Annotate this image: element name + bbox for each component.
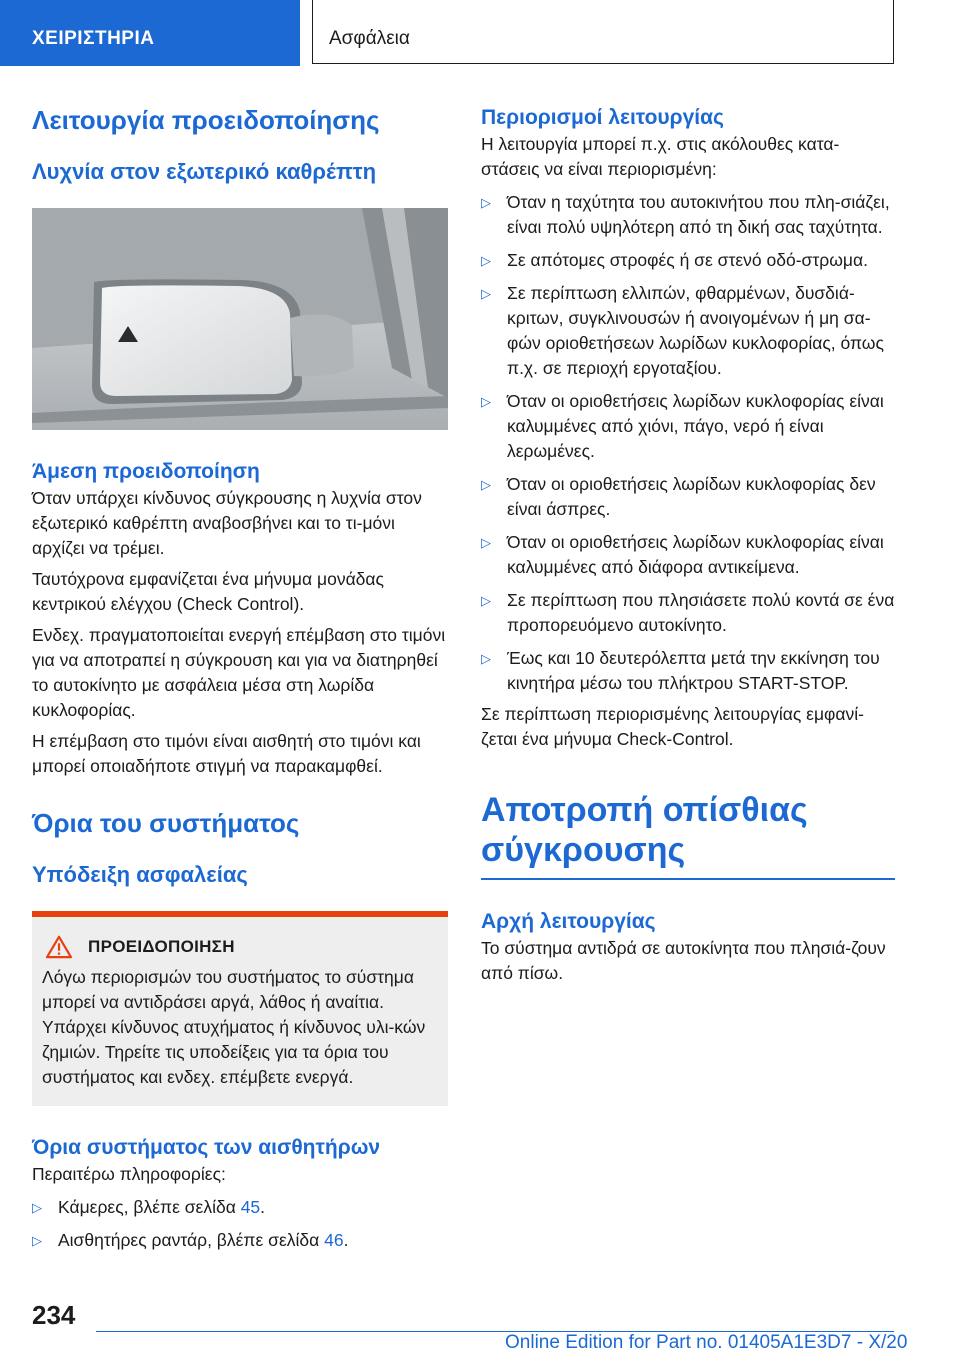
bullet-triangle-icon: ▷ — [32, 1233, 42, 1248]
heading-warning-function: Λειτουργία προειδοποίησης — [32, 105, 380, 135]
bullet-triangle-icon: ▷ — [481, 535, 491, 550]
bullet-triangle-icon: ▷ — [481, 253, 491, 268]
bullet-triangle-icon: ▷ — [32, 1200, 42, 1215]
heading-function-limits: Περιορισμοί λειτουργίας — [481, 106, 724, 129]
warning-title: ΠΡΟΕΙΔΟΠΟΙΗΣΗ — [88, 937, 235, 956]
list-item: ▷ Κάμερες, βλέπε σελίδα 45. — [32, 1195, 448, 1220]
list-item: ▷ Όταν η ταχύτητα του αυτοκινήτου που πλη-σιάζει, είναι πολύ υψηλότερη από τη δική σας ταχύτητα. — [481, 192, 890, 237]
warning-text: Λόγω περιορισμών του συστήματος το σύστημα μπορεί να αντιδράσει αργά, λάθος ή αναίτια. Υπάρχει κίνδυνος ατυχήματος ή κίνδυνος υλι-κών ζημιών. Τηρείτε τις υποδείξεις για τα όρια του συστήματος και ενδεχ. επέμβετε ενεργά. — [42, 967, 426, 1087]
page-link[interactable]: 46 — [324, 1230, 344, 1250]
mirror-illustration — [32, 208, 448, 430]
paragraph: Η επέμβαση στο τιμόνι είναι αισθητή στο τιμόνι και μπορεί οποιαδήποτε στιγμή να παρακαμφθεί. — [32, 731, 421, 776]
chapter-title: Ασφάλεια — [312, 0, 894, 64]
paragraph: Το σύστημα αντιδρά σε αυτοκίνητα που πλησιά-ζουν από πίσω. — [481, 938, 886, 983]
edition-note: Online Edition for Part no. 01405A1E3D7 - X/20 — [505, 1332, 908, 1353]
bullet-triangle-icon: ▷ — [481, 477, 491, 492]
paragraph: Ενδεχ. πραγματοποιείται ενεργή επέμβαση στο τιμόνι για να αποτραπεί η σύγκρουση και για να διατηρηθεί το αυτοκίνητο με ασφάλεια μέσα στη λωρίδα κυκλοφορίας. — [32, 625, 446, 720]
heading-sensor-limits: Όρια συστήματος των αισθητήρων — [32, 1136, 381, 1159]
heading-system-limits: Όρια του συστήματος — [32, 808, 300, 838]
list-item: ▷ Σε περίπτωση που πλησιάσετε πολύ κοντά σε ένα προπορευόμενο αυτοκίνητο. — [481, 590, 895, 635]
side-mirror-image — [32, 208, 448, 430]
list-item: ▷ Όταν οι οριοθετήσεις λωρίδων κυκλοφορίας είναι καλυμμένες από χιόνι, πάγο, νερό ή είναι λερωμένες. — [481, 391, 884, 461]
reference-list — [32, 1195, 448, 1253]
heading-operating-principle: Αρχή λειτουργίας — [481, 910, 656, 933]
limitations-list — [481, 190, 895, 696]
bullet-triangle-icon: ▷ — [481, 394, 491, 409]
section-heading-rear-collision — [481, 790, 895, 880]
paragraph: Σε περίπτωση περιορισμένης λειτουργίας εμφανί-ζεται ένα μήνυμα Check-Control. — [481, 704, 864, 749]
heading-direct-warning: Άμεση προειδοποίηση — [32, 460, 260, 483]
bullet-triangle-icon: ▷ — [481, 195, 491, 210]
bullet-triangle-icon: ▷ — [481, 286, 491, 301]
paragraph: Περαιτέρω πληροφορίες: — [32, 1164, 226, 1184]
bullet-triangle-icon: ▷ — [481, 651, 491, 666]
paragraph: Ταυτόχρονα εμφανίζεται ένα μήνυμα μονάδας κεντρικού ελέγχου (Check Control). — [32, 569, 384, 614]
list-item: ▷ Έως και 10 δευτερόλεπτα μετά την εκκίνηση του κινητήρα μέσω του πλήκτρου START-STOP. — [481, 648, 880, 693]
heading-safety-note: Υπόδειξη ασφαλείας — [32, 862, 248, 887]
bullet-triangle-icon: ▷ — [481, 593, 491, 608]
list-item: ▷ Αισθητήρες ραντάρ, βλέπε σελίδα 46. — [32, 1228, 448, 1253]
warning-triangle-icon — [44, 935, 74, 959]
warning-header — [42, 935, 436, 959]
warning-box — [32, 911, 448, 1106]
heading-rear-collision: Αποτροπή οπίσθιας σύγκρουσης — [481, 791, 808, 869]
list-item: ▷ Όταν οι οριοθετήσεις λωρίδων κυκλοφορίας είναι καλυμμένες από διάφορα αντικείμενα. — [481, 532, 884, 577]
page-number: 234 — [32, 1300, 76, 1330]
list-item: ▷ Σε περίπτωση ελλιπών, φθαρμένων, δυσδιά-κριτων, συγκλινουσών ή ανοιγομένων ή μη σα-φών οριοθετήσεων λωρίδων κυκλοφορίας, όπως π.χ. σε περιοχή εργοταξίου. — [481, 283, 884, 378]
section-tab: ΧΕΙΡΙΣΤΗΡΙΑ — [0, 0, 300, 66]
page-link[interactable]: 45 — [240, 1197, 261, 1217]
left-column — [32, 100, 448, 1253]
list-item: ▷ Όταν οι οριοθετήσεις λωρίδων κυκλοφορίας δεν είναι άσπρες. — [481, 474, 876, 519]
right-column — [481, 100, 895, 986]
paragraph: Η λειτουργία μπορεί π.χ. στις ακόλουθες κατα-στάσεις να είναι περιορισμένη: — [481, 134, 840, 179]
heading-mirror-light: Λυχνία στον εξωτερικό καθρέπτη — [32, 159, 377, 184]
page-header — [0, 0, 960, 66]
list-item: ▷ Σε απότομες στροφές ή σε στενό οδό-στρωμα. — [481, 248, 895, 273]
paragraph: Όταν υπάρχει κίνδυνος σύγκρουσης η λυχνία στον εξωτερικό καθρέπτη αναβοσβήνει και το τι-μόνι αρχίζει να τρέμει. — [32, 488, 422, 558]
